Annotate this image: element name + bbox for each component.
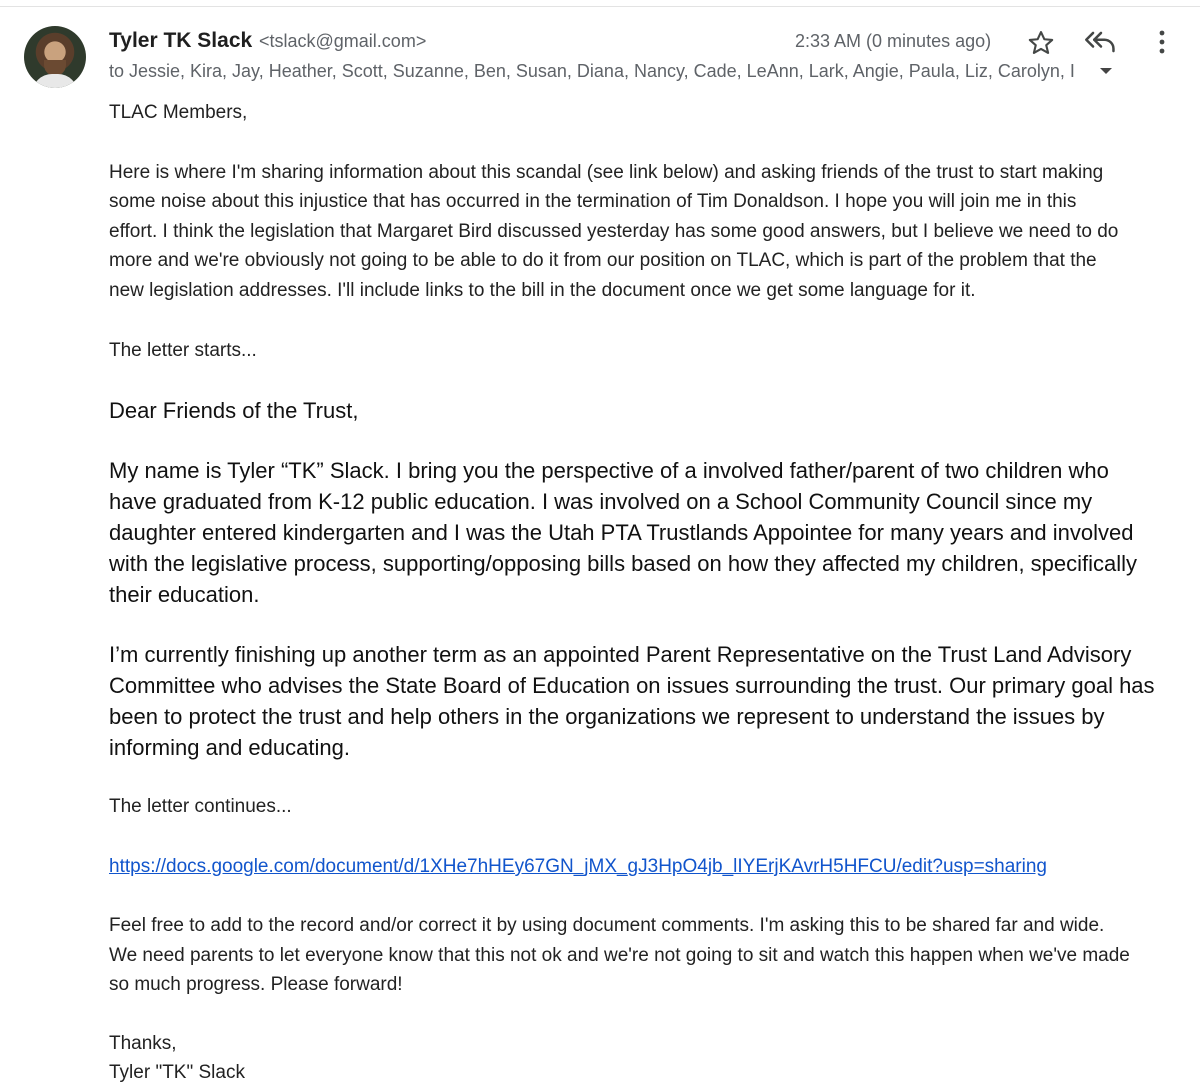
avatar[interactable] bbox=[24, 26, 86, 88]
reply-all-icon[interactable] bbox=[1084, 29, 1118, 55]
intro-line: Here is where I'm sharing information about this scandal (see link below) and asking friends of the trust to start making bbox=[109, 162, 1104, 183]
signature: Tyler "TK" Slack bbox=[109, 1062, 245, 1083]
intro-line: more and we're obviously not going to be able to do it from our position on TLAC, which is part of the problem that the bbox=[109, 250, 1097, 271]
timestamp: 2:33 AM (0 minutes ago) bbox=[795, 31, 992, 51]
google-doc-link[interactable]: https://docs.google.com/document/d/1XHe7hHEy67GN_jMX_gJ3HpO4jb_lIYErjKAvrH5HFCU/edit?usp=sharing bbox=[109, 856, 1047, 877]
letter-paragraph1-line: with the legislative process, supporting/opposing bills based on how they affected my children, specifically bbox=[109, 551, 1138, 576]
greeting: TLAC Members, bbox=[109, 102, 248, 123]
letter-paragraph2-line: Committee who advises the State Board of Education on issues surrounding the trust. Our primary goal has bbox=[109, 673, 1155, 698]
letter-salutation: Dear Friends of the Trust, bbox=[109, 398, 359, 423]
closing-line: Feel free to add to the record and/or correct it by using document comments. I'm asking this to be shared far and wide. bbox=[109, 915, 1105, 936]
star-icon[interactable] bbox=[1026, 29, 1056, 57]
recipients-list: to Jessie, Kira, Jay, Heather, Scott, Suzanne, Ben, Susan, Diana, Nancy, Cade, LeAnn, Lark, Angie, Paula, Liz, Carolyn, I bbox=[109, 61, 1075, 81]
letter-starts: The letter starts... bbox=[109, 340, 257, 361]
thanks: Thanks, bbox=[109, 1033, 177, 1054]
more-vert-icon[interactable] bbox=[1152, 29, 1172, 55]
letter-continues: The letter continues... bbox=[109, 796, 292, 817]
top-divider bbox=[0, 6, 1200, 7]
closing-line: so much progress. Please forward! bbox=[109, 974, 403, 995]
expand-recipients-icon[interactable] bbox=[1100, 68, 1112, 74]
letter-paragraph2-line: I’m currently finishing up another term as an appointed Parent Representative on the Trust Land Advisory bbox=[109, 642, 1132, 667]
closing-line: We need parents to let everyone know that this not ok and we're not going to sit and watch this happen when we've made bbox=[109, 945, 1130, 966]
intro-line: new legislation addresses. I'll include links to the bill in the document once we get some language for it. bbox=[109, 280, 976, 301]
sender-name[interactable]: Tyler TK Slack bbox=[109, 29, 253, 52]
intro-line: effort. I think the legislation that Margaret Bird discussed yesterday has some good answers, but I believe we need to do bbox=[109, 221, 1119, 242]
intro-line: some noise about this injustice that has occurred in the termination of Tim Donaldson. I hope you will join me in this bbox=[109, 191, 1077, 212]
letter-paragraph2-line: informing and educating. bbox=[109, 735, 350, 760]
letter-paragraph1-line: daughter entered kindergarten and I was the Utah PTA Trustlands Appointee for many years and involved bbox=[109, 520, 1134, 545]
letter-paragraph1-line: their education. bbox=[109, 582, 260, 607]
avatar-shirt bbox=[32, 74, 78, 88]
sender-email: <tslack@gmail.com> bbox=[259, 31, 427, 51]
letter-paragraph2-line: been to protect the trust and help others in the organizations we represent to understand the issues by bbox=[109, 704, 1105, 729]
letter-paragraph1-line: have graduated from K-12 public education. I was involved on a School Community Council since my bbox=[109, 489, 1093, 514]
letter-paragraph1-line: My name is Tyler “TK” Slack. I bring you the perspective of a involved father/parent of two children who bbox=[109, 458, 1109, 483]
